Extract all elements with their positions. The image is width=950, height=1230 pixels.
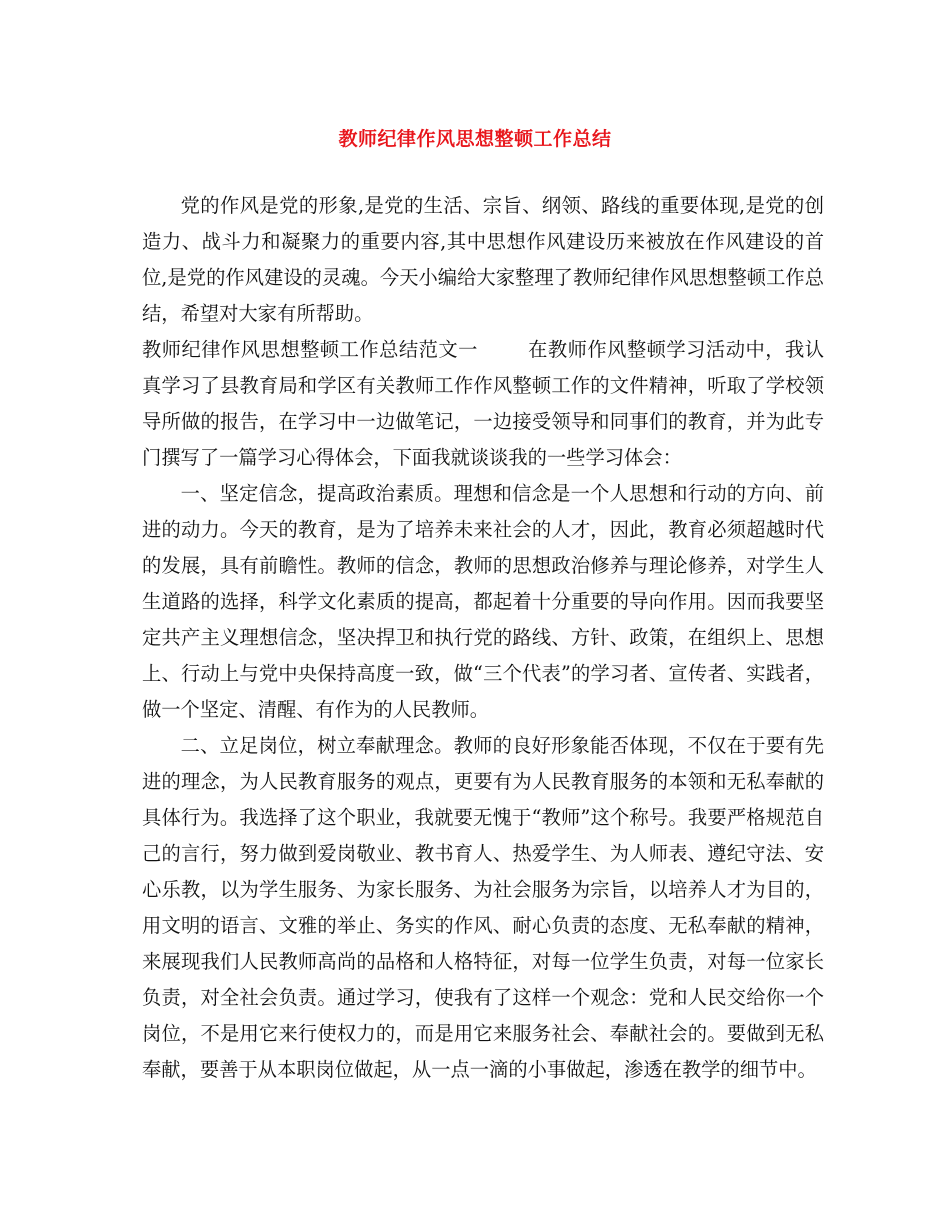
- document-title: 教师纪律作风思想整顿工作总结: [338, 128, 612, 150]
- sample-intro-text: 在教师作风整顿学习活动中，我认真学习了县教育局和学区有关教师工作作风整顿工作的文件精神，听取了学校领导所做的报告，在学习中一边做笔记，一边接受领导和同事们的教育，并为此专门撰写了一篇学习心得体会，下面我就谈谈我的一些学习体会：: [142, 338, 825, 469]
- document-body: [142, 188, 824, 1088]
- section-two-paragraph: 二、立足岗位，树立奉献理念。教师的良好形象能否体现，不仅在于要有先进的理念，为人民教育服务的观点，更要有为人民教育服务的本领和无私奉献的具体行为。我选择了这个职业，我就要无愧于“教师”这个称号。我要严格规范自己的言行，努力做到爱岗敬业、教书育人、热爱学生、为人师表、遵纪守法、安心乐教，以为学生服务、为家长服务、为社会服务为宗旨，以培养人才为目的，用文明的语言、文雅的举止、务实的作风、耐心负责的态度、无私奉献的精神，来展现我们人民教师高尚的品格和人格特征，对每一位学生负责，对每一位家长负责，对全社会负责。通过学习，使我有了这样一个观念：党和人民交给你一个岗位，不是用它来行使权力的，而是用它来服务社会、奉献社会的。要做到无私奉献，要善于从本职岗位做起，从一点一滴的小事做起，渗透在教学的细节中。: [142, 734, 824, 1081]
- sample-heading: 教师纪律作风思想整顿工作总结范文一: [142, 338, 478, 361]
- sample-paragraph: [142, 332, 824, 476]
- section-one-paragraph: 一、坚定信念，提高政治素质。理想和信念是一个人思想和行动的方向、前进的动力。今天的教育，是为了培养未来社会的人才，因此，教育必须超越时代的发展，具有前瞻性。教师的信念，教师的思想政治修养与理论修养，对学生人生道路的选择，科学文化素质的提高，都起着十分重要的导向作用。因而我要坚定共产主义理想信念，坚决捍卫和执行党的路线、方针、政策，在组织上、思想上、行动上与党中央保持高度一致，做“三个代表”的学习者、宣传者、实践者，做一个坚定、清醒、有作为的人民教师。: [142, 482, 824, 721]
- intro-paragraph: 党的作风是党的形象,是党的生活、宗旨、纲领、路线的重要体现,是党的创造力、战斗力和凝聚力的重要内容,其中思想作风建设历来被放在作风建设的首位,是党的作风建设的灵魂。今天小编给大家整理了教师纪律作风思想整顿工作总结，希望对大家有所帮助。: [142, 194, 824, 325]
